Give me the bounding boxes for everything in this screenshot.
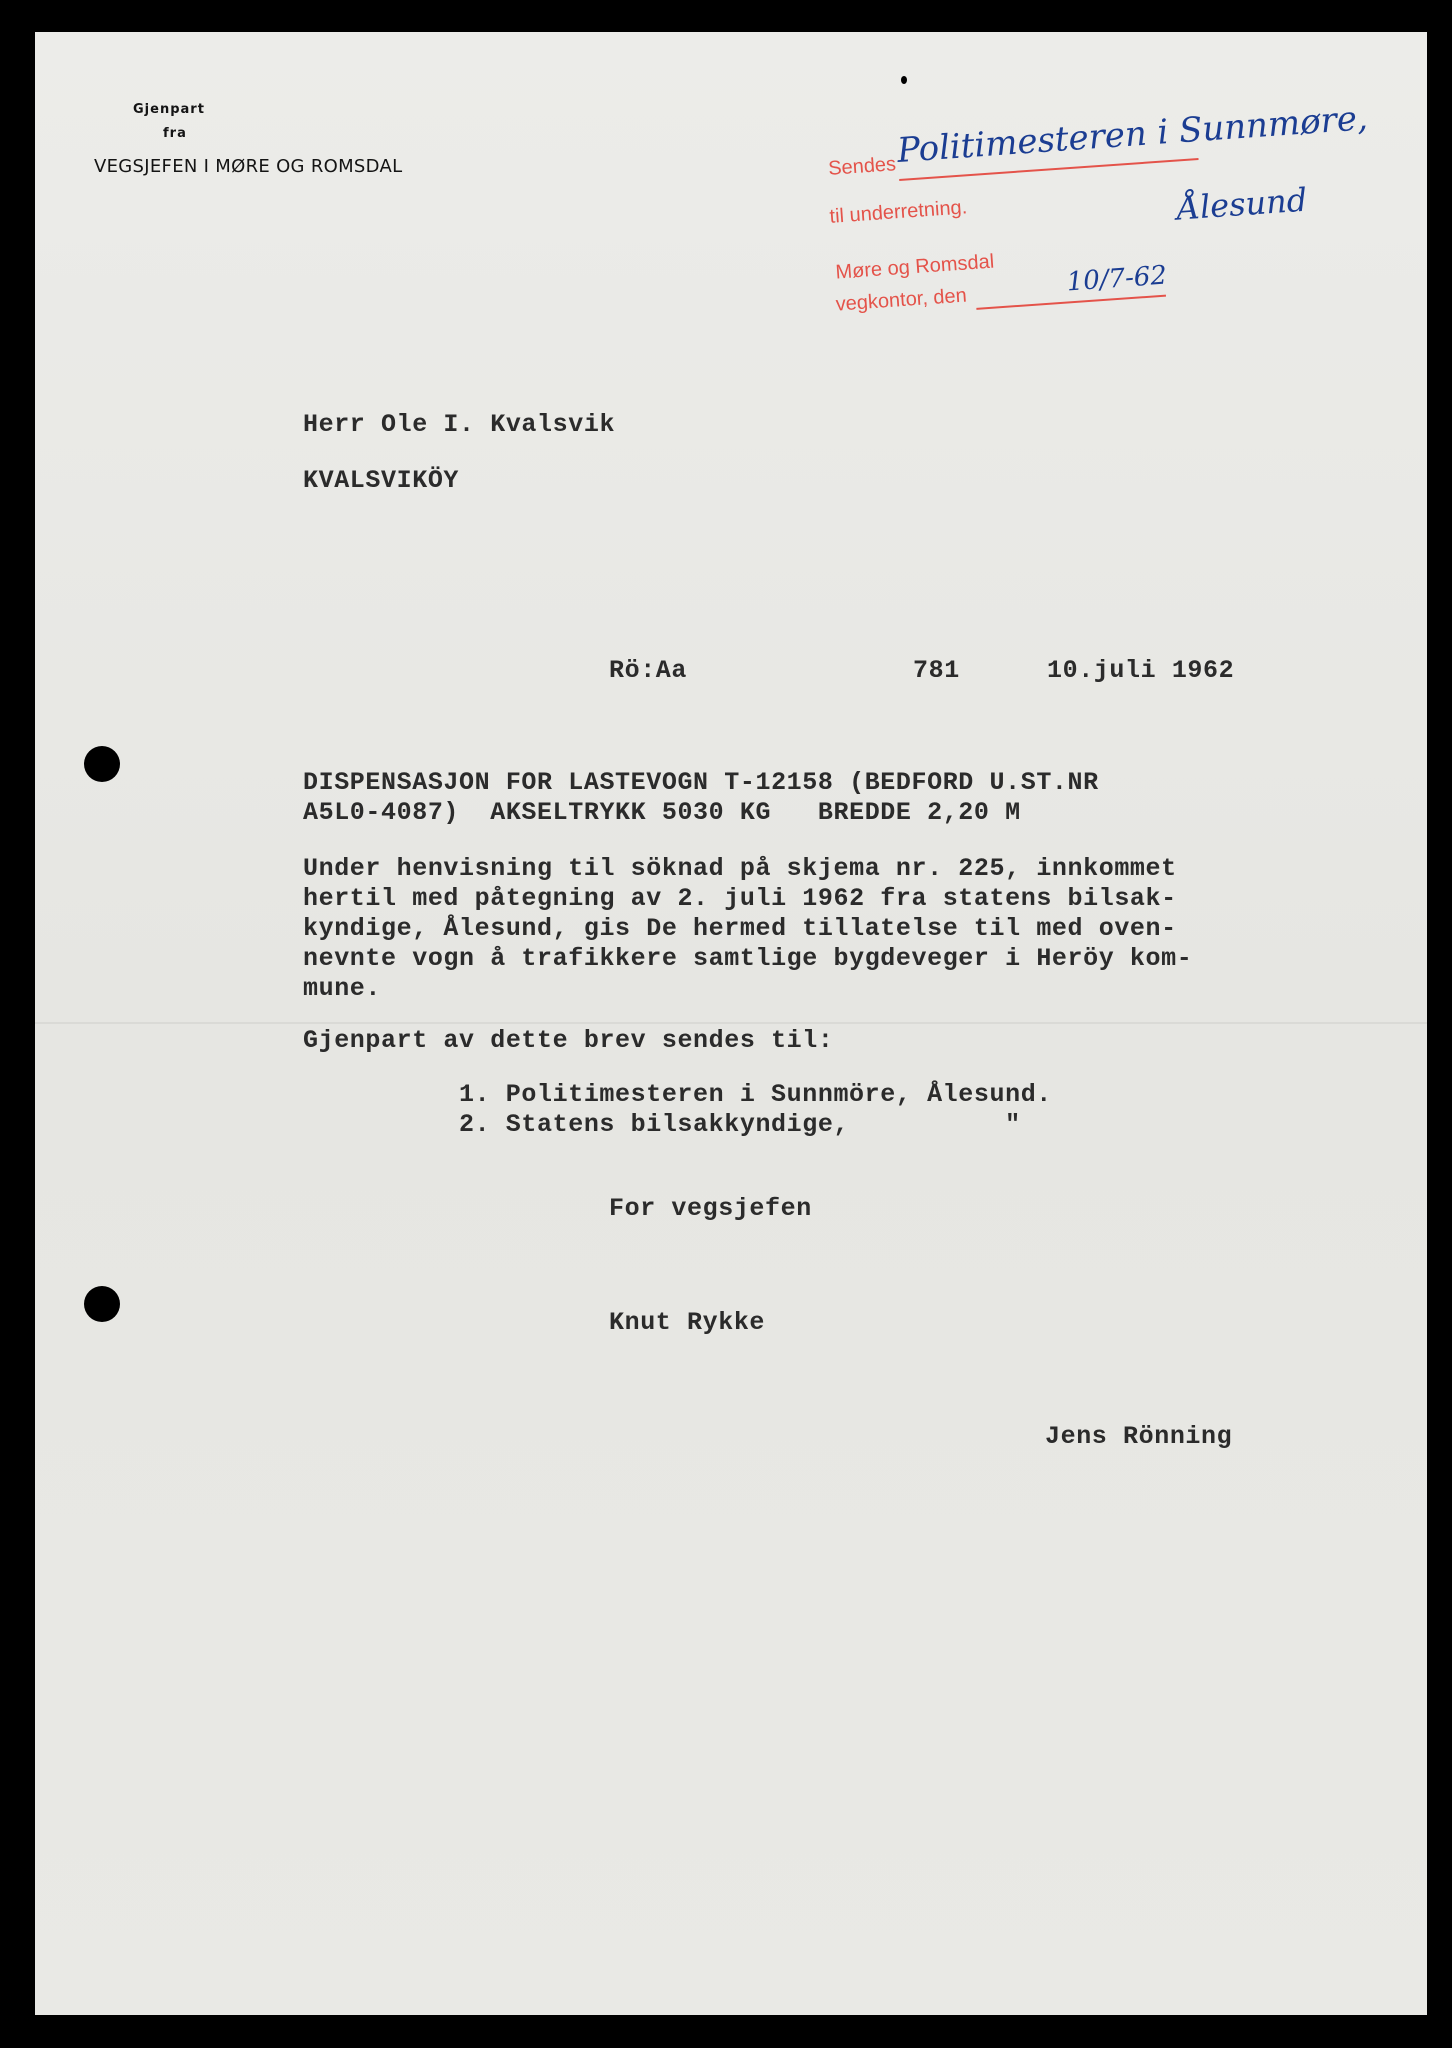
- body-line-3: kyndige, Ålesund, gis De hermed tillatelse til med oven-: [303, 914, 1177, 943]
- copies-intro: Gjenpart av dette brev sendes til:: [303, 1026, 834, 1055]
- ink-dot: [901, 76, 907, 84]
- handwritten-recipient: Politimesteren i Sunnmøre,: [895, 98, 1369, 171]
- letterhead-gjenpart: Gjenpart: [133, 102, 205, 117]
- document-page: [35, 32, 1427, 2015]
- signer-jens-ronning: Jens Rönning: [1045, 1422, 1233, 1451]
- body-line-2: hertil med påtegning av 2. juli 1962 fra statens bilsak-: [303, 884, 1177, 913]
- stamp-sendes-label: Sendes: [827, 153, 897, 180]
- punch-hole-top: [84, 746, 120, 782]
- body-line-5: mune.: [303, 974, 382, 1003]
- reference-initials: Rö:Aa: [609, 656, 688, 685]
- signer-knut-rykke: Knut Rykke: [609, 1308, 766, 1337]
- punch-hole-bottom: [84, 1286, 120, 1322]
- letterhead-fra: fra: [163, 126, 187, 141]
- routing-stamp: [825, 80, 1427, 361]
- copies-item-1: 1. Politimesteren i Sunnmöre, Ålesund.: [459, 1080, 1052, 1109]
- letterhead-org: VEGSJEFEN I MØRE OG ROMSDAL: [94, 156, 403, 177]
- stamp-office-line1: Møre og Romsdal: [834, 250, 995, 284]
- reference-number: 781: [913, 656, 960, 685]
- reference-date: 10.juli 1962: [1047, 656, 1235, 685]
- subject-line-1: DISPENSASJON FOR LASTEVOGN T-12158 (BEDFORD U.ST.NR: [303, 768, 1099, 797]
- copies-item-2: 2. Statens bilsakkyndige, ": [459, 1110, 1021, 1139]
- body-line-4: nevnte vogn å trafikkere samtlige bygdeveger i Heröy kom-: [303, 944, 1193, 973]
- stamp-office-line2: vegkontor, den: [835, 284, 968, 316]
- subject-line-2: A5L0-4087) AKSELTRYKK 5030 KG BREDDE 2,20 M: [303, 798, 1021, 827]
- recipient-name: Herr Ole I. Kvalsvik: [303, 410, 616, 439]
- fold-line: [35, 1022, 1427, 1024]
- for-vegsjefen: For vegsjefen: [609, 1194, 812, 1223]
- handwritten-date: 10/7-62: [1065, 260, 1168, 298]
- body-line-1: Under henvisning til söknad på skjema nr. 225, innkommet: [303, 854, 1177, 883]
- recipient-place: KVALSVIKÖY: [303, 466, 460, 495]
- stamp-til-label: til underretning.: [828, 196, 968, 228]
- handwritten-city: Ålesund: [1175, 180, 1309, 228]
